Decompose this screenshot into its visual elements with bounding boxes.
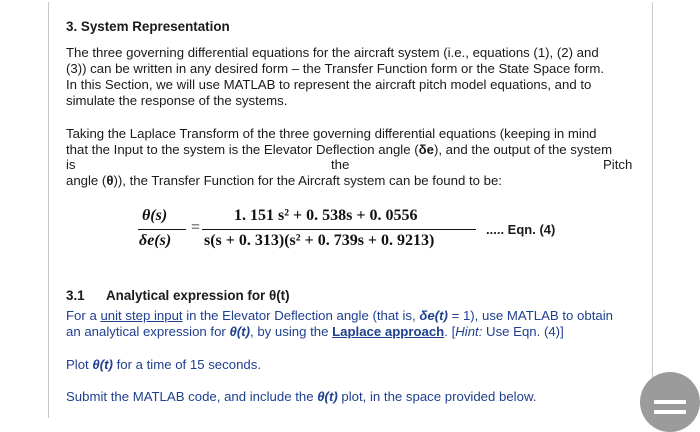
subsection-number: 3.1 [66,288,85,303]
subsection-line-2: an analytical expression for θ(t), by using the Laplace approach. [Hint: Use Eqn. (4)] [66,324,564,339]
submit-instruction: Submit the MATLAB code, and include the θ(t) plot, in the space provided below. [66,389,537,404]
para1-line-4: simulate the response of the systems. [66,93,288,108]
equation-lhs-denominator: δe(s) [139,232,172,249]
delta-e-t-symbol: δe(t) [419,308,448,323]
para2-line-4: angle (θ)), the Transfer Function for the Aircraft system can be found to be: [66,173,502,188]
handle-bar-icon [654,410,686,414]
equation-rhs-numerator: 1. 151 s² + 0. 538s + 0. 0556 [234,207,418,224]
para2-line-2: that the Input to the system is the Elevator Deflection angle (δe), and the output of the system [66,142,613,157]
handle-bar-icon [654,400,686,404]
equation-rhs-denominator: s(s + 0. 313)(s² + 0. 739s + 0. 9213) [204,232,435,249]
section-title: 3. System Representation [66,19,230,34]
para1-line-1: The three governing differential equations for the aircraft system (i.e., equations (1), (2) and [66,45,599,60]
equation-label: ..... Eqn. (4) [486,222,556,237]
plot-instruction: Plot θ(t) for a time of 15 seconds. [66,357,261,372]
para2-line-1: Taking the Laplace Transform of the three governing differential equations (keeping in mind [66,126,597,141]
para1-line-2: (3)) can be written in any desired form – the Transfer Function form or the State Space form. [66,61,604,76]
laplace-approach-link[interactable]: Laplace approach [332,324,445,339]
para2-word-is: is [66,157,76,172]
para2-word-the: the [331,157,350,172]
equation-rhs-fraction-bar [202,229,476,230]
equation-lhs-fraction-bar [138,229,186,230]
para1-line-3: In this Section, we will use MATLAB to represent the aircraft pitch model equations, and to [66,77,592,92]
scroll-handle[interactable] [640,372,700,432]
para2-word-pitch: Pitch [603,157,633,172]
subsection-line-1: For a unit step input in the Elevator Deflection angle (that is, δe(t) = 1), use MATLAB to obtain [66,308,613,323]
theta-t-symbol: θ(t) [229,324,250,339]
equation-equals: = [191,219,201,236]
unit-step-input-link[interactable]: unit step input [100,308,183,323]
equation-lhs-numerator: θ(s) [142,207,168,224]
subsection-title: Analytical expression for θ(t) [106,288,290,303]
delta-e-symbol: δe [418,142,434,157]
theta-symbol: θ [106,173,114,188]
